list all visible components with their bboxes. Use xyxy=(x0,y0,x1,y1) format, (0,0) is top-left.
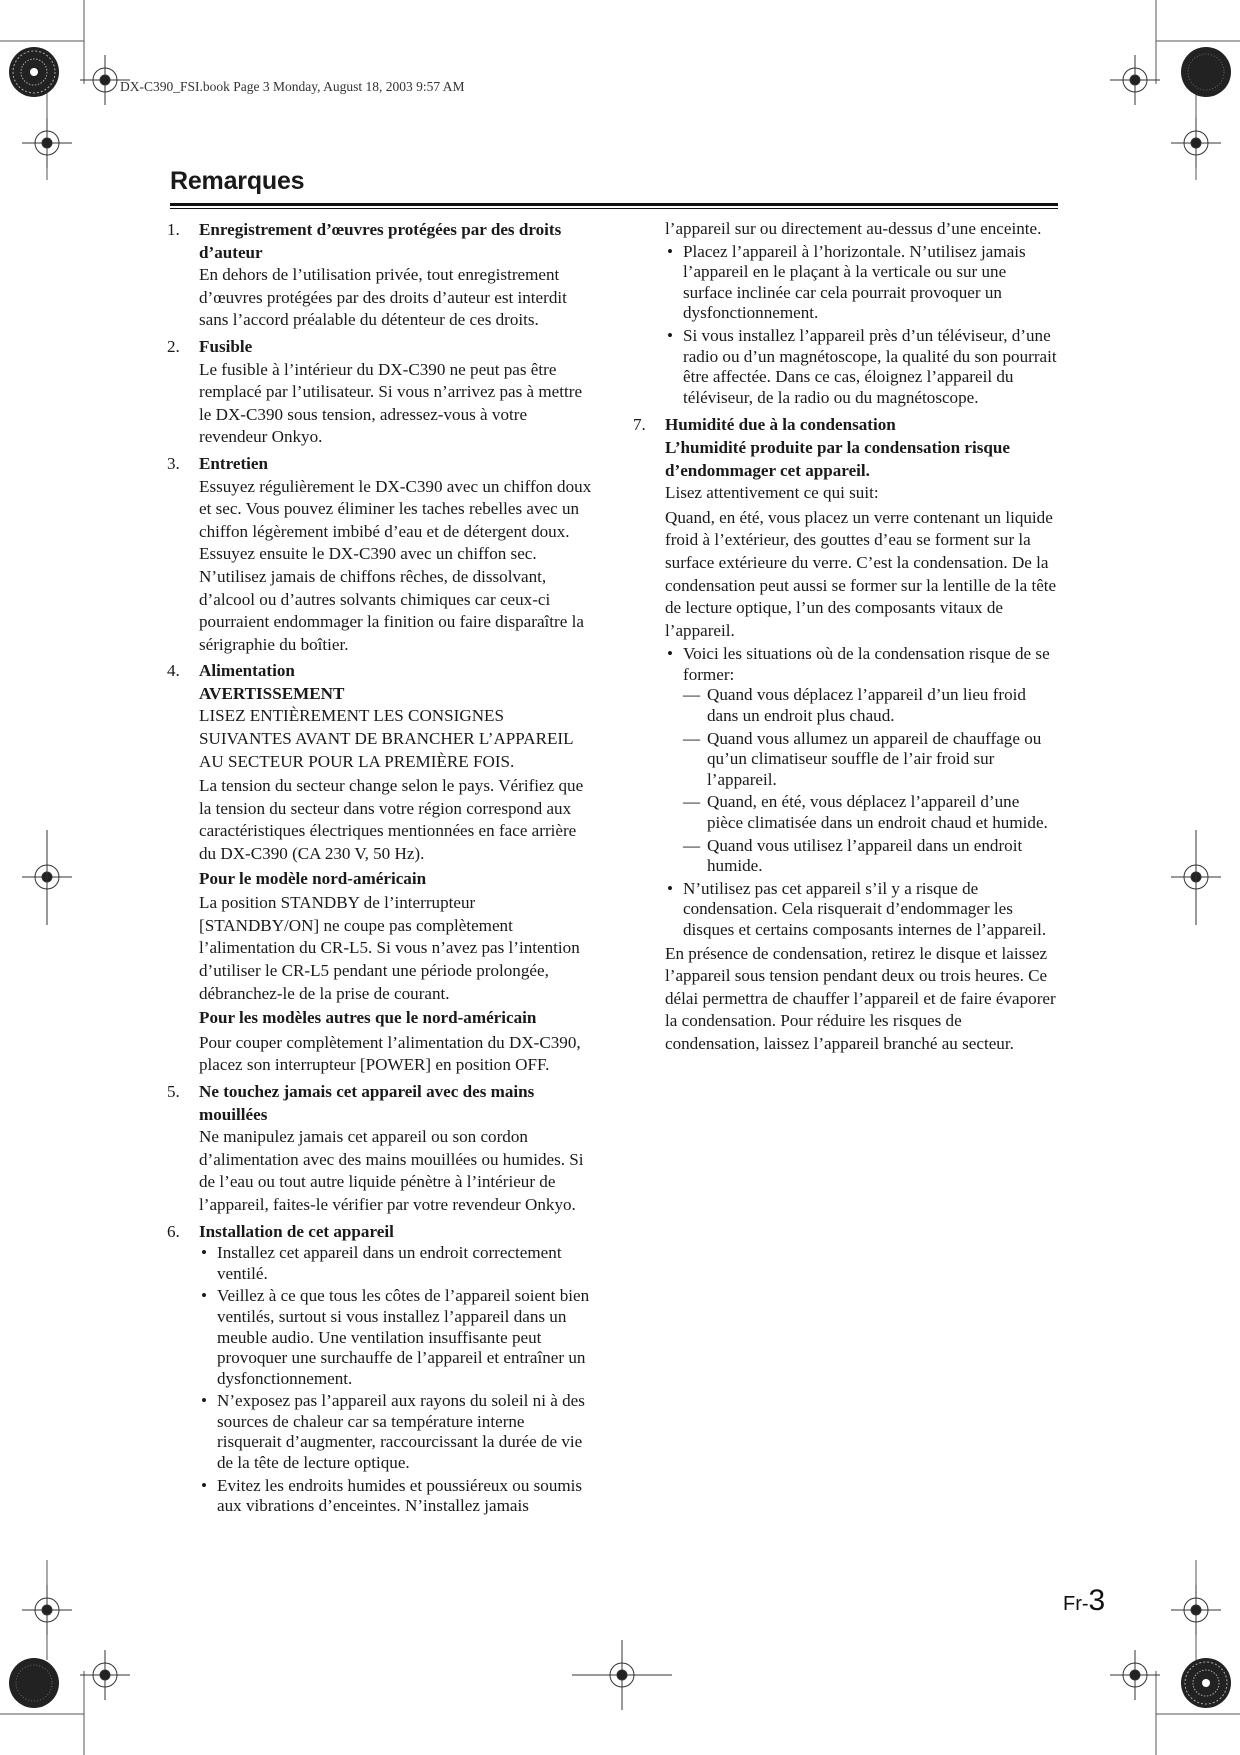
warning-text: LISEZ ENTIÈREMENT LES CONSIGNES SUIVANTES AVANT DE BRANCHER L’APPAREIL AU SECTEUR POUR LA PREMIÈRE FOIS. xyxy=(199,706,573,771)
other-models-text: Pour couper complètement l’alimentation du DX-C390, placez son interrupteur [POWER] en position OFF. xyxy=(199,1032,581,1075)
item-number: 4. xyxy=(167,661,180,681)
item-number: 7. xyxy=(633,415,646,435)
north-america-heading: Pour le modèle nord-américain xyxy=(199,868,427,888)
item-heading: Alimentation xyxy=(199,661,295,681)
starburst-icon xyxy=(1181,1658,1231,1708)
starburst-icon xyxy=(9,1658,59,1708)
bullet-text: Voici les situations où de la condensation risque de se former: xyxy=(683,644,1050,684)
warning-label: AVERTISSEMENT xyxy=(199,683,345,703)
registration-mark-icon xyxy=(1110,55,1160,105)
item-text: La tension du secteur change selon le pays. Vérifiez que la tension du secteur dans votre région correspond aux caractéristiques électriques mentionnées en face arrière du DX-C390 (CA 230 V, 50 Hz). xyxy=(199,776,584,864)
dash-item: — Quand vous allumez un appareil de chauffage ou qu’un climatiseur souffle de l’air froid sur l’appareil. xyxy=(683,729,1059,791)
registration-mark-icon xyxy=(22,1585,72,1635)
closing-text: En présence de condensation, retirez le disque et laissez l’appareil sous tension pendant deux ou trois heures. Ce délai permettra de chauffer l’appareil et de faire évaporer la condensation. Pour réduire les risques de condensation, laissez l’appareil branché au secteur. xyxy=(665,943,1056,1053)
bullet-item: • Veillez à ce que tous les côtes de l’appareil soient bien ventilés, surtout si vous installez l’appareil dans un meuble audio. Une ventilation insuffisante peut provoquer une surchauffe de l’appareil et entraîner un dysfonctionnement. xyxy=(199,1286,593,1389)
list-item xyxy=(167,336,593,449)
item-intro: Lisez attentivement ce qui suit: xyxy=(665,483,879,503)
item-heading: Installation de cet appareil xyxy=(199,1221,394,1241)
item-heading: Ne touchez jamais cet appareil avec des mains mouillées xyxy=(199,1081,535,1124)
title-rule-thin xyxy=(170,208,1058,209)
book-file-info: DX-C390_FSI.book Page 3 Monday, August 18, 2003 9:57 AM xyxy=(120,79,465,94)
bullet-continuation: l’appareil sur ou directement au-dessus d’une enceinte. xyxy=(665,219,1042,238)
starburst-icon xyxy=(1181,47,1231,97)
page-prefix: Fr- xyxy=(1063,1593,1089,1615)
dash-item: — Quand vous déplacez l’appareil d’un lieu froid dans un endroit plus chaud. xyxy=(683,685,1059,726)
dash-item: — Quand vous utilisez l’appareil dans un endroit humide. xyxy=(683,836,1059,877)
list-item xyxy=(167,219,593,332)
bullet-list xyxy=(665,644,1059,940)
item-number: 1. xyxy=(167,220,180,239)
other-models-heading: Pour les modèles autres que le nord-américain xyxy=(199,1008,537,1028)
item-text: Ne manipulez jamais cet appareil ou son cordon d’alimentation avec des mains mouillées ou humides. Si de l’eau ou tout autre liquide pénètre à l’intérieur de l’appareil, faites-le vérifier par votre revendeur Onkyo. xyxy=(199,1127,584,1214)
dash-item: — Quand, en été, vous déplacez l’appareil d’une pièce climatisée dans un endroit chaud et humide. xyxy=(683,792,1059,833)
bullet-item: • Si vous installez l’appareil près d’un téléviseur, d’une radio ou d’un magnétoscope, la qualité du son pourrait être affectée. Dans ce cas, éloignez l’appareil du téléviseur, de la radio ou du magnétoscope. xyxy=(665,326,1059,408)
item-text: En dehors de l’utilisation privée, tout enregistrement d’œuvres protégées par des droits d’auteur est interdit sans l’accord préalable du détenteur de ces droits. xyxy=(199,265,567,330)
bullet-item: • Placez l’appareil à l’horizontale. N’utilisez jamais l’appareil en le plaçant à la verticale ou sur une surface inclinée car cela pourrait provoquer un dysfonctionnement. xyxy=(665,242,1059,324)
page-number-value: 3 xyxy=(1088,1584,1106,1617)
list-item xyxy=(167,660,593,1077)
left-column xyxy=(167,219,593,1521)
north-america-text: La position STANDBY de l’interrupteur [STANDBY/ON] ne coupe pas complètement l’alimentation du CR-L5. Si vous n’avez pas l’intention d’utiliser le CR-L5 pendant une période prolongée, débranchez-le de la prise de courant. xyxy=(199,893,580,1003)
bullet-item: • N’exposez pas l’appareil aux rayons du soleil ni à des sources de chaleur car sa température interne risquerait d’augmenter, raccourcissant la durée de vie de la tête de lecture optique. xyxy=(199,1391,593,1473)
item-number: 6. xyxy=(167,1221,180,1241)
page-title: Remarques xyxy=(170,167,305,195)
item-text: Le fusible à l’intérieur du DX-C390 ne peut pas être remplacé par l’utilisateur. Si vous n’arrivez pas à mettre le DX-C390 sous tension, adressez-vous à votre revendeur Onkyo. xyxy=(199,359,583,447)
right-column xyxy=(633,219,1059,1060)
page-number xyxy=(1063,1584,1105,1618)
bullet-list xyxy=(665,242,1059,409)
item-heading: Entretien xyxy=(199,453,269,473)
registration-mark-icon xyxy=(1110,1650,1160,1700)
registration-mark-icon xyxy=(22,118,72,168)
item-number: 5. xyxy=(167,1081,180,1101)
dash-list xyxy=(683,685,1059,876)
item-number: 3. xyxy=(167,453,180,473)
item-subheading: L’humidité produite par la condensation risque d’endommager cet appareil. xyxy=(665,437,1010,480)
list-item xyxy=(167,1221,593,1517)
registration-mark-icon xyxy=(1171,118,1221,168)
item-heading: Humidité due à la condensation xyxy=(665,415,896,435)
item-text: Essuyez régulièrement le DX-C390 avec un chiffon doux et sec. Vous pouvez éliminer les taches rebelles avec un chiffon légèrement imbibé d’eau et de détergent doux. Essuyez ensuite le DX-C390 avec un chiffon sec. N’utilisez jamais de chiffons rêches, de dissolvant, d’alcool ou d’autres solvants chimiques car ceux-ci pourraient endommager la finition ou faire disparaître la sérigraphie du boîtier. xyxy=(199,476,592,654)
registration-mark-icon xyxy=(80,1650,130,1700)
starburst-icon xyxy=(9,47,59,97)
item-heading: Enregistrement d’œuvres protégées par des droits d’auteur xyxy=(199,220,562,262)
bullet-item: • Installez cet appareil dans un endroit correctement ventilé. xyxy=(199,1243,593,1284)
item-heading: Fusible xyxy=(199,336,253,356)
bullet-item: • Evitez les endroits humides et poussiéreux ou soumis aux vibrations d’enceintes. N’installez jamais xyxy=(199,1476,593,1517)
item-number: 2. xyxy=(167,336,180,356)
list-item xyxy=(167,453,593,656)
item-text: Quand, en été, vous placez un verre contenant un liquide froid à l’extérieur, des gouttes d’eau se forment sur la surface extérieure du verre. C’est la condensation. De la condensation peut aussi se former sur la lentille de la tête de lecture optique, l’un des composants vitaux de l’appareil. xyxy=(665,507,1057,640)
registration-mark-icon xyxy=(1171,1585,1221,1635)
list-item xyxy=(167,1081,593,1217)
list-item xyxy=(633,414,1059,1055)
title-rule xyxy=(170,203,1058,206)
bullet-item xyxy=(665,644,1059,877)
registration-mark-icon xyxy=(1171,830,1221,925)
registration-mark-icon xyxy=(572,1640,672,1710)
bullet-list xyxy=(199,1243,593,1517)
registration-mark-icon xyxy=(22,830,72,925)
bullet-item: • N’utilisez pas cet appareil s’il y a risque de condensation. Cela risquerait d’endommager les disques et certains composants internes de l’appareil. xyxy=(665,879,1059,941)
